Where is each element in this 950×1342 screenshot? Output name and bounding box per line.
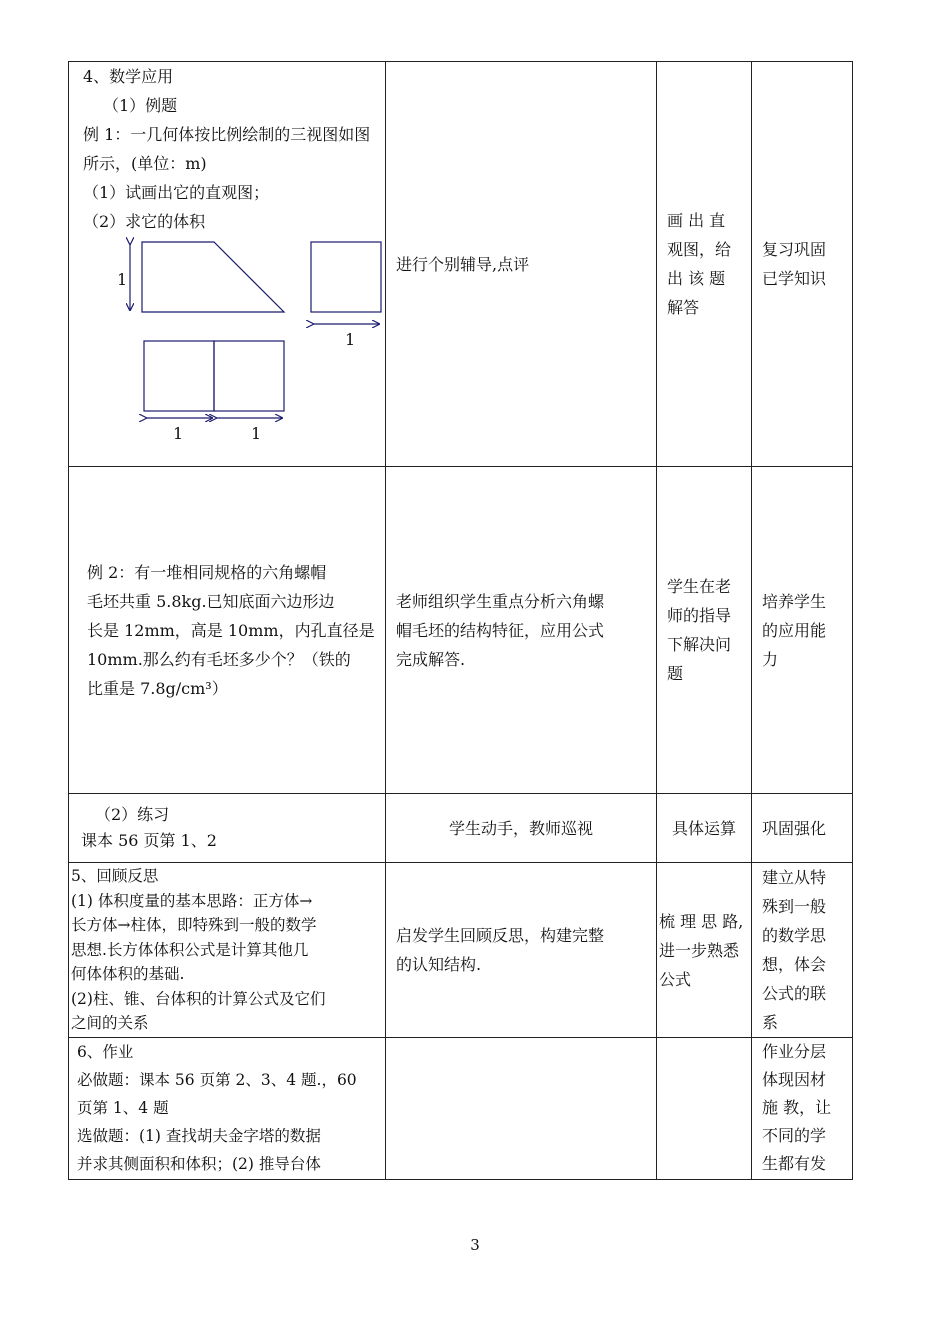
question-1: （1）试画出它的直观图； (83, 183, 270, 202)
teacher-activity: 启发学生回顾反思，构建完整 的认知结构. (386, 863, 657, 1038)
top-view-left (144, 341, 214, 411)
practice-heading: （2）练习 (95, 805, 170, 824)
table-row (69, 62, 853, 467)
section-heading: 4、数学应用 (83, 67, 174, 86)
design-intent: 培养学生 的应用能 力 (752, 467, 853, 794)
teacher-activity: 学生动手，教师巡视 (386, 794, 657, 863)
practice-text: 课本 56 页第 1、2 (81, 831, 217, 850)
question-2: （2）求它的体积 (83, 212, 206, 231)
student-activity: 画 出 直 观图，给 出 该 题 解答 (657, 62, 752, 467)
dimension-label: 1 (345, 330, 356, 349)
lesson-plan-table (68, 61, 853, 1180)
side-view-shape (311, 242, 381, 312)
dimension-label: 1 (173, 424, 184, 443)
design-intent: 复习巩固 已学知识 (752, 62, 853, 467)
cell-content (69, 794, 386, 863)
cell-content (69, 62, 386, 467)
dimension-label: 1 (251, 424, 262, 443)
review-text: 5、回顾反思 (1) 体积度量的基本思路：正方体→ 长方体→柱体，即特殊到一般的数学 思想.长方体体积公式是计算其他几 何体体积的基础. (2)柱、锥、台体积的计算公式及它们 之间的关系 (69, 863, 386, 1038)
top-view-right (214, 341, 284, 411)
front-view-shape (142, 242, 284, 312)
teacher-activity: 进行个别辅导,点评 (386, 62, 657, 467)
page-number: 3 (470, 1236, 480, 1254)
subheading: （1）例题 (103, 96, 178, 115)
teacher-activity: 老师组织学生重点分析六角螺 帽毛坯的结构特征，应用公式 完成解答. (386, 467, 657, 794)
student-activity: 学生在老 师的指导 下解决问 题 (657, 467, 752, 794)
table-row (69, 863, 853, 1038)
three-view-diagram (75, 236, 385, 466)
table-row (69, 794, 853, 863)
example-2-text: 例 2：有一堆相同规格的六角螺帽 毛坯共重 5.8kg.已知底面六边形边 长是 12mm，高是 10mm，内孔直径是 10mm.那么约有毛坯多少个？（铁的 比重是 7.8g/cm³） (69, 467, 386, 794)
design-intent: 巩固强化 (752, 794, 853, 863)
dimension-label: 1 (117, 270, 128, 289)
teacher-activity (386, 1038, 657, 1180)
student-activity (657, 1038, 752, 1180)
table-row (69, 467, 853, 794)
homework-text: 6、作业 必做题：课本 56 页第 2、3、4 题.，60 页第 1、4 题 选做题：(1) 查找胡夫金字塔的数据 并求其侧面积和体积；(2) 推导台体 (69, 1038, 386, 1180)
design-intent: 建立从特 殊到一般 的数学思 想，体会 公式的联 系 (752, 863, 853, 1038)
design-intent: 作业分层 体现因材 施 教，让 不同的学 生都有发 (752, 1038, 853, 1180)
student-activity: 具体运算 (657, 794, 752, 863)
table-row (69, 1038, 853, 1180)
student-activity: 梳 理 思 路, 进一步熟悉 公式 (657, 863, 752, 1038)
example-text: 例 1：一几何体按比例绘制的三视图如图所示，(单位：m) (83, 125, 371, 173)
